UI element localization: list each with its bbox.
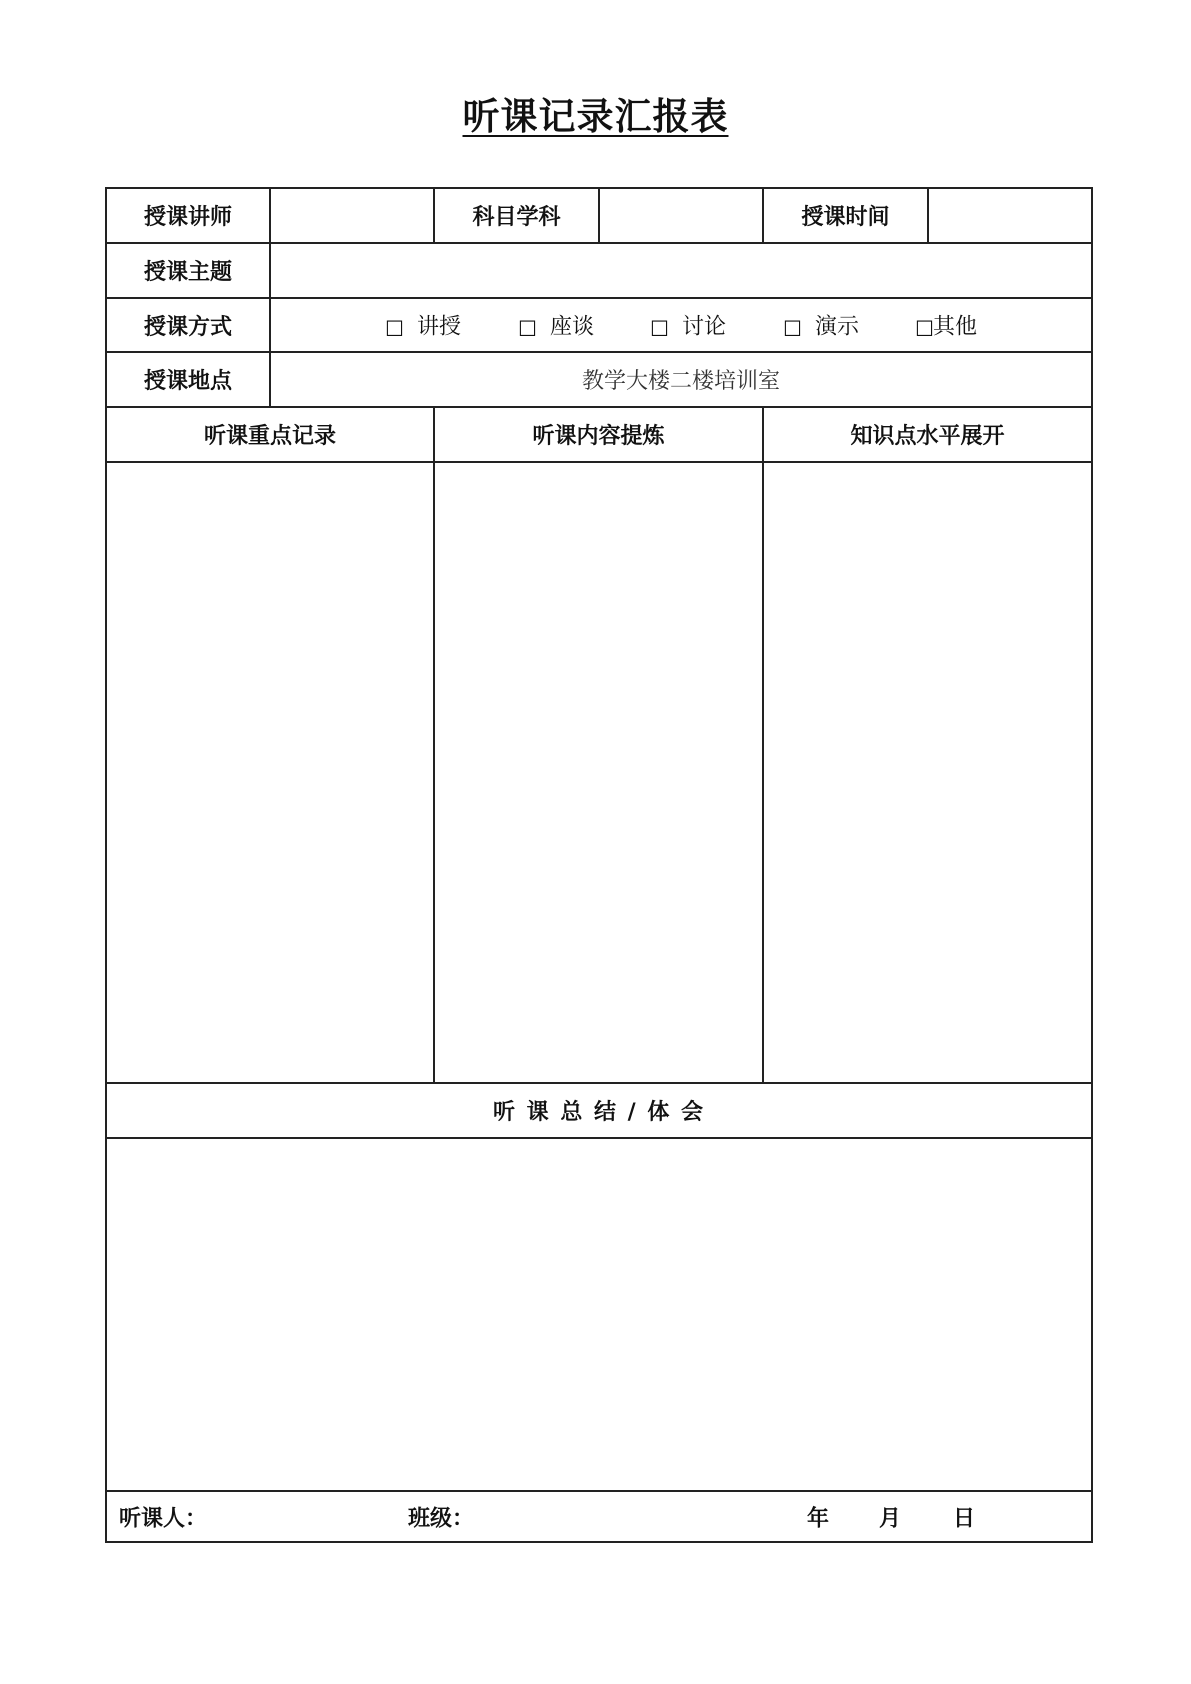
option-label: 座谈 [550,314,595,340]
method-label: 授课方式 [106,298,270,352]
teacher-field[interactable] [270,188,434,243]
time-field[interactable] [928,188,1092,243]
location-value[interactable]: 教学大楼二楼培训室 [270,352,1092,407]
method-option-other[interactable] [915,310,977,341]
page-title-text: 听课记录汇报表 [462,94,729,138]
info-row [106,188,1092,243]
option-label: 其他 [933,314,978,340]
columns-body-row [106,462,1092,1083]
method-option-demo[interactable] [783,310,859,341]
option-label: 演示 [815,314,860,340]
checkbox-icon[interactable]: □ [518,314,537,339]
footer [106,1491,1092,1542]
topic-field[interactable] [270,243,1092,298]
year-label: 年 [807,1506,830,1531]
teacher-label: 授课讲师 [106,188,270,243]
topic-label: 授课主题 [106,243,270,298]
method-row [106,298,1092,352]
summary-header-row [106,1083,1092,1138]
knowledge-expansion-field[interactable] [763,462,1092,1083]
topic-row [106,243,1092,298]
option-label: 讨论 [682,314,727,340]
method-option-discussion-meeting[interactable] [518,310,594,341]
day-label: 日 [953,1506,976,1531]
column-header-knowledge-expansion: 知识点水平展开 [763,407,1092,462]
listener-label: 听课人： [119,1506,208,1531]
column-header-content-summary: 听课内容提炼 [434,407,763,462]
summary-header: 听 课 总 结 / 体 会 [106,1083,1092,1138]
time-label: 授课时间 [763,188,928,243]
checkbox-icon[interactable]: □ [915,314,934,339]
location-row [106,352,1092,407]
summary-field[interactable] [106,1138,1092,1491]
column-header-key-notes: 听课重点记录 [106,407,434,462]
record-table [105,187,1093,1543]
page-title [0,86,1191,140]
columns-header-row [106,407,1092,462]
summary-body-row [106,1138,1092,1491]
method-options [270,298,1092,352]
option-label: 讲授 [417,314,462,340]
location-label: 授课地点 [106,352,270,407]
method-option-discussion[interactable] [650,310,726,341]
subject-field[interactable] [599,188,763,243]
checkbox-icon[interactable]: □ [783,314,802,339]
month-label: 月 [879,1506,902,1531]
method-option-lecture[interactable] [385,310,461,341]
footer-row [106,1491,1092,1542]
checkbox-icon[interactable]: □ [385,314,404,339]
checkbox-icon[interactable]: □ [650,314,669,339]
key-notes-field[interactable] [106,462,434,1083]
subject-label: 科目学科 [434,188,599,243]
class-label: 班级： [408,1506,475,1531]
content-summary-field[interactable] [434,462,763,1083]
